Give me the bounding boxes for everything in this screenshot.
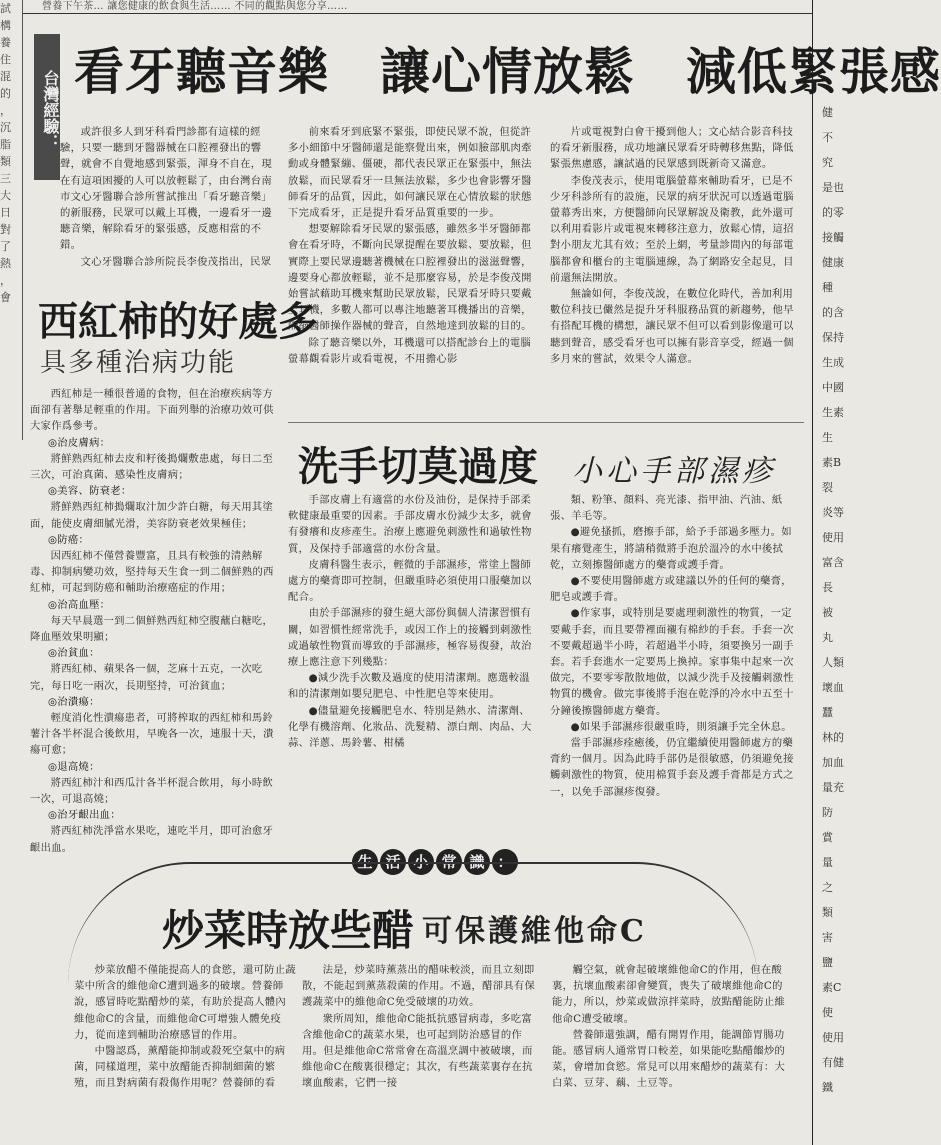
paragraph: 李俊茂表示，使用電腦螢幕來輔助看牙，已是不少牙科診所有的設施，民眾的病牙狀況可以透過電腦螢幕秀出來，方便醫師向民眾解說及衛教，此外還可以利用看影片或電視來轉移注意力，放鬆心情，這招對小朋友尤其有效；至於上網，考量診間內的每部電腦都會和櫃台的主電腦連線，為了網路安全起見，目前還無法開放。 [550, 174, 794, 284]
article2-intro: 西紅柿是一種很普通的食物，但在治療疾病等方面卻有著舉足輕重的作用。下面列舉的治療功效可供大家作爲參考。 [30, 388, 274, 433]
article4-col3 [552, 962, 792, 1138]
edge-fragment: 使 [822, 1006, 833, 1019]
badge-char: 常 [436, 849, 462, 875]
paragraph: 皮膚科醫生表示，輕微的手部濕疹，常塗上醫師處方的藥膏即可控制，但嚴重時必須使用口服藥加以配合。 [288, 558, 532, 604]
article2-title: 西紅柿的好處多 [38, 299, 318, 345]
remedy-text: 將鮮熟西紅柿去皮和籽後搗爛敷患處，每日二至三次，可治真菌、感染性皮膚病； [30, 452, 274, 482]
edge-fragment: 類 [0, 155, 11, 168]
edge-fragment: 防 [822, 806, 833, 819]
edge-fragment: 試 [0, 2, 11, 15]
edge-fragment: 被 [822, 606, 833, 619]
paragraph: ●儘量避免接觸肥皂水、特別是熱水、清潔劑、化學有機溶劑、化妝品、洗髮精、漂白劑、肉品、大蒜、洋蔥、馬鈴薯、柑橘 [288, 704, 532, 750]
paragraph: ●減少洗手次數及過度的使用清潔劑。應選較溫和的清潔劑如嬰兒肥皂、中性肥皂等來使用。 [288, 672, 530, 701]
edge-fragment: 量充 [822, 781, 844, 794]
paragraph: ●避免搔抓，磨擦手部，給予手部過多壓力。如果有癢覺產生，將請稍微將手泡於溫冷的水中後拭乾，立刻擦醫師處方的藥膏或護手膏。 [550, 526, 792, 571]
edge-fragment: 的 [0, 87, 11, 100]
paragraph: 觸空氣，就會起破壞維他命C的作用，但在酸裏，抗壞血酸素卻會變質，喪失了破壞維他命C的能力，所以，炒菜或做涼拌菜時，放點醋能防止維他命C遭受破壞。 [552, 964, 786, 1025]
edge-fragment: 的含 [822, 306, 844, 319]
edge-fragment: 生成 [822, 356, 844, 369]
article4-col2 [302, 962, 542, 1138]
edge-fragment: 類 [822, 906, 833, 919]
edge-fragment: 害 [822, 931, 833, 944]
edge-fragment: 接觸 [822, 231, 844, 244]
edge-fragment: 中國 [822, 381, 844, 394]
article4-subtitle: 可保護維他命C [422, 914, 647, 949]
article3-subtitle: 小心手部濕疹 [572, 454, 776, 489]
edge-fragment: 健 [822, 106, 833, 119]
edge-fragment: 養 [0, 36, 11, 49]
left-edge-fragments [0, 0, 20, 400]
edge-fragment: 林的 [822, 731, 844, 744]
paragraph: 衆所周知，維他命C能抵抗感冒病毒，多吃富含維他命C的蔬菜水果，也可起到防治感冒的作用。但是維他命C常常會在高溫烹調中被破壞，而維他命C在酸裏很穩定；其次，有些蔬菜裏存在抗壞血酸素，它們一接 [302, 1012, 533, 1090]
paragraph: 片或電視對白會干擾到他人；文心結合影音科技的看牙新服務，成功地讓民眾看牙時轉移焦點，降低緊張焦慮感，讓試過的民眾感到既新奇又滿意。 [550, 126, 794, 171]
remedy-heading: ◎美容、防衰老： [48, 485, 132, 498]
paragraph: 當手部濕疹痊癒後，仍宜繼續使用醫師處方的藥膏約一個月。因為此時手部仍是很敏感，仍須避免接觸刺激性的物質，使用棉質手套及護手膏都是方式之一，以免手部濕疹復發。 [550, 737, 794, 798]
edge-fragment: 究 [822, 156, 833, 169]
article1-title: 看牙聽音樂 讓心情放鬆 減低緊張感 [74, 43, 941, 101]
edge-fragment: 使用 [822, 531, 844, 544]
edge-fragment: 素C [822, 981, 842, 994]
top-rule [22, 13, 812, 14]
badge-char: 活 [380, 849, 406, 875]
badge-char: 識 [464, 849, 490, 875]
edge-fragment: 大 [0, 189, 11, 202]
article3-title: 洗手切莫過度 [298, 444, 538, 490]
article1-col2 [288, 124, 540, 414]
edge-fragment: 日 [0, 206, 11, 219]
article3-top-rule [288, 422, 804, 423]
paragraph: 類、粉筆、顏料、亮光漆、指甲油、汽油、紙張、羊毛等。 [550, 494, 783, 523]
edge-fragment: 蠶 [822, 706, 833, 719]
remedy-text: 每天早晨選一到二個鮮熟西紅柿空腹蘸白糖吃，降血壓效果明顯； [30, 614, 274, 644]
edge-fragment: 混 [0, 70, 11, 83]
remedy-text: 因西紅柿不僅營養豐富，且具有較強的清熱解毒、抑制病變功效，堅持每天生食一到二個鮮熟的西紅柿，可起到防癌和輔助治療癌症的作用； [30, 550, 274, 595]
edge-fragment: 富含 [822, 556, 844, 569]
edge-fragment: 壞血 [822, 681, 844, 694]
paragraph: 炒菜放醋不僅能提高人的食慾，還可防止蔬菜中所含的維他命C遭到過多的破壞。營養師說，感冒時吃點醋炒的菜，有助於提高人體內維他命C的含量，而維他命C可增強人體免疫力，從而達到輔助治療感冒的作用。 [74, 964, 296, 1041]
edge-fragment: 保持 [822, 331, 844, 344]
top-fragment: 營養下午茶… 讓您健康的飲食與生活…… 不同的觀點與您分享…… [42, 1, 348, 12]
edge-fragment: 住 [0, 53, 11, 66]
edge-fragment: 長 [822, 581, 833, 594]
edge-fragment: 有健 [822, 1056, 844, 1069]
edge-fragment: 炎等 [822, 506, 844, 519]
remedy-text: 將鮮熟西紅柿搗爛取汁加少許白糖，每天用其塗面，能使皮膚細膩光滑，美容防衰老效果極佳； [30, 501, 274, 530]
edge-fragment: 量 [822, 856, 833, 869]
edge-fragment: 生素 [822, 406, 844, 419]
remedy-heading: ◎治潰瘍： [48, 695, 100, 708]
paragraph: 中醫認爲，薰醋能抑制或殺死空氣中的病菌，同樣道理，菜中放醋能否抑制細菌的繁殖，而且對病菌有殺傷作用呢？營養師的看 [74, 1045, 286, 1090]
remedy-heading: ◎退高燒： [48, 760, 100, 773]
article1-col1 [60, 124, 278, 274]
paragraph: 想要解除看牙民眾的緊張感，雖然多半牙醫師都會在看牙時，不斷向民眾提醒在要放鬆、要放鬆，但實際上要民眾邊聽著機械在口腔裡發出的滋滋聲響，邊要身心都放輕鬆，並不是那麼容易，於是李俊茂開始嘗試藉助耳機來幫助民眾放鬆，民眾看牙時只要戴上耳機，多數人都可以專注地聽著耳機播出的音樂，隔絕醫師操作器械的聲音，自然地達到放鬆的目的。 [288, 223, 532, 333]
paragraph: ●不要使用醫師處方或建議以外的任何的藥膏，肥皂或護手膏。 [550, 575, 792, 604]
edge-fragment: 之 [822, 881, 833, 894]
paragraph: 前來看牙到底緊不緊張，即使民眾不說，但從許多小細節中牙醫師還是能察覺出來，例如臉部肌肉牽動或身體緊繃、僵硬，都代表民眾正在緊張中，無法放鬆，而民眾看牙一旦無法放鬆，多少也會影響牙醫師看牙的品質，因此，如何讓民眾在心情放鬆的狀態下完成看牙，正是提升看牙品質重要的一步。 [288, 126, 532, 220]
remedy-heading: ◎治貧血： [48, 647, 100, 660]
right-column-divider [812, 0, 813, 1145]
remedy-heading: ◎治高血壓： [48, 598, 111, 611]
edge-fragment: 種 [822, 281, 833, 294]
article4-title: 炒菜時放些醋 [162, 906, 415, 955]
edge-fragment: 熱 [0, 257, 11, 270]
edge-fragment: ， [0, 104, 11, 117]
edge-fragment: 不 [822, 131, 833, 144]
edge-fragment: ， [0, 274, 11, 287]
paragraph: 手部皮膚上有適當的水份及油份，是保持手部柔軟健康最重要的因素。手部皮膚水份減少太多，就會有發癢和皮疹產生。治療上應避免刺激性和過敏性物質，及保持手部適當的水份含量。 [288, 494, 532, 555]
edge-fragment: 賞 [822, 831, 833, 844]
article1-tag: 台灣經驗： [34, 34, 60, 180]
remedy-text: 將西紅柿汁和西瓜汁各半杯混合飲用，每小時飲一次，可退高燒； [30, 776, 274, 806]
remedy-heading: ◎治皮膚病： [48, 436, 111, 449]
right-edge-fragments [822, 100, 850, 1140]
paragraph: 除了聽音樂以外，耳機還可以搭配診台上的電腦螢幕觀看影片或看電視，不用擔心影 [288, 336, 532, 365]
edge-fragment: 是也 [822, 181, 844, 194]
paragraph: 文心牙醫聯合診所院長李俊茂指出，民眾 [80, 255, 272, 268]
paragraph: 無論如何，李俊茂說，在數位化時代，善加利用數位科技已儼然是提升牙科服務品質的新趨勢，他早有搭配耳機的構想，讓民眾不但可以看到影像還可以聽到聲音，感受看牙也可以擁有影音享受，經過一個多月來的嘗試，效果令人滿意。 [550, 288, 794, 365]
article3-col1 [288, 492, 538, 822]
edge-fragment: 鹽 [822, 956, 833, 969]
edge-fragment: 對 [0, 223, 11, 236]
remedy-text: 將西紅柿、蘋果各一個，芝麻十五克，一次吃完，每日吃一兩次，長期堅持，可治貧血； [30, 663, 263, 692]
edge-fragment: 裂 [822, 481, 833, 494]
article4-col1 [74, 962, 296, 1138]
paragraph: 法是，炒菜時薰蒸出的醋味較淡，而且立刻即散，不能起到薰蒸殺菌的作用。不過，醋卻具有保護蔬菜中的維他命C免受破壞的功效。 [302, 964, 536, 1009]
edge-fragment: 素B [822, 456, 842, 469]
edge-fragment: 了 [0, 240, 11, 253]
edge-fragment: 會 [0, 291, 11, 304]
remedy-heading: ◎治牙齦出血： [48, 809, 121, 822]
edge-fragment: 人類 [822, 656, 844, 669]
left-column-divider [22, 0, 23, 440]
paragraph: ●如果手部濕疹很嚴重時，則須讓手完全休息。 [570, 720, 792, 733]
edge-fragment: 丸 [822, 631, 833, 644]
badge-char: ： [492, 849, 518, 875]
article2-subtitle: 具多種治病功能 [40, 348, 237, 378]
edge-fragment: 的零 [822, 206, 844, 219]
article3-col2 [550, 492, 800, 872]
edge-fragment: 三 [0, 172, 11, 185]
remedy-text: 將西紅柿洗淨當水果吃，連吃半月，即可治愈牙齦出血。 [30, 825, 274, 854]
article1-col3 [550, 124, 802, 414]
badge-char: 生 [352, 849, 378, 875]
paragraph: 由於手部濕疹的發生絕大部份與個人清潔習慣有關，如習慣性經常洗手，或因工作上的接觸到刺激性或過敏性物質而導致的手部濕疹，極容易復發，故治療上應注意下列幾點： [288, 607, 532, 669]
remedy-heading: ◎防癌： [48, 533, 90, 546]
edge-fragment: 使用 [822, 1031, 844, 1044]
paragraph: 或許很多人到牙科看門診都有這樣的經驗，只要一聽到牙醫器械在口腔裡發出的響聲，就會不自覺地感到緊張，渾身不自在，現在有這項困擾的人可以放輕鬆了，由台灣台南市文心牙醫聯合診所嘗試推出「看牙聽音樂」的新服務，民眾可以戴上耳機，一邊看牙一邊聽音樂，解除看牙的緊張感，反應相當的不錯。 [60, 126, 272, 252]
edge-fragment: 鐵 [822, 1081, 833, 1094]
paragraph: ●作家事，或特別是要處理刺激性的物質，一定要戴手套，而且要帶裡面襯有棉紗的手套。手套一次不要戴超過半小時，若超過半小時，須要換另一副手套。若手套進水一定要馬上換掉。家事集中起來一次做完，不要零零散散地做，以減少洗手及接觸刺激性物質的機會。做完事後將手泡在乾淨的冷水中五至十分鐘後擦醫師處方藥膏。 [550, 607, 794, 717]
edge-fragment: 健康 [822, 256, 844, 269]
paragraph: 營養師還強調，醋有開胃作用，能調節胃腸功能。感冒病人通常胃口較差，如果能吃點醋餾炒的菜，會增加食慾。常見可以用來醋炒的蔬菜有：大白菜、豆芽、藕、土豆等。 [552, 1028, 786, 1090]
edge-fragment: 脂 [0, 138, 11, 151]
edge-fragment: 加血 [822, 756, 844, 769]
badge-char: 小 [408, 849, 434, 875]
edge-fragment: 沉 [0, 121, 11, 134]
edge-fragment: 生 [822, 431, 833, 444]
remedy-text: 輕度消化性潰瘍患者，可將榨取的西紅柿和馬鈴薯汁各半杯混合後飲用，早晚各一次，連服十天，潰瘍可愈； [30, 712, 274, 757]
edge-fragment: 構 [0, 19, 11, 32]
